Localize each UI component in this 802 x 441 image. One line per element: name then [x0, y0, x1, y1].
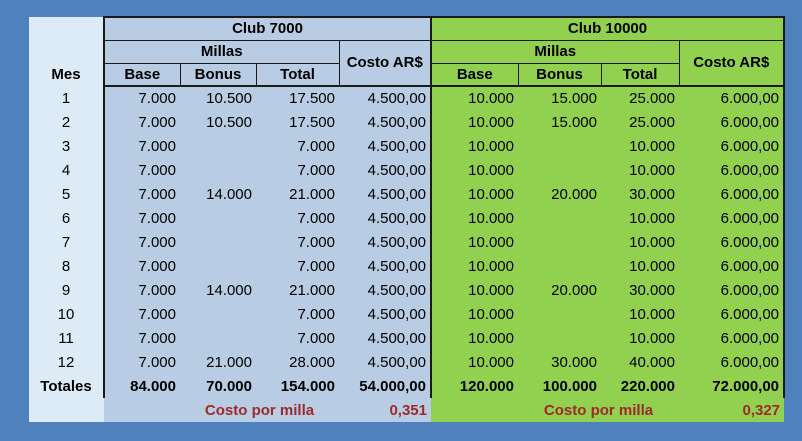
cell-c7-costo: 4.500,00: [339, 302, 431, 326]
cell-c10-base: 10.000: [431, 134, 518, 158]
cell-c10-bonus: 30.000: [518, 350, 601, 374]
cell-c7-total: 7.000: [256, 206, 339, 230]
cell-c7-total: 7.000: [256, 302, 339, 326]
cost-per-mile-club10000: 0,327: [679, 398, 784, 422]
cell-c7-base: 7.000: [104, 326, 180, 350]
cell-c7-total: 17.500: [256, 110, 339, 134]
total-c7-base: 84.000: [104, 374, 180, 398]
cell-c10-costo: 6.000,00: [679, 254, 784, 278]
cell-c7-costo: 4.500,00: [339, 350, 431, 374]
cell-c10-costo: 6.000,00: [679, 86, 784, 110]
cell-c10-total: 10.000: [601, 302, 679, 326]
cell-c7-base: 7.000: [104, 302, 180, 326]
total-c7-costo: 54.000,00: [339, 374, 431, 398]
cell-c10-base: 10.000: [431, 326, 518, 350]
cell-c7-total: 21.000: [256, 278, 339, 302]
header-base-club7000: Base: [104, 63, 180, 86]
table-row: [29, 206, 784, 230]
cell-c7-base: 7.000: [104, 206, 180, 230]
cell-c10-base: 10.000: [431, 110, 518, 134]
cell-c7-base: 7.000: [104, 254, 180, 278]
cell-mes: 3: [29, 134, 104, 158]
table-row: [29, 134, 784, 158]
miles-cost-spreadsheet: [29, 16, 784, 425]
header-club7000: Club 7000: [104, 17, 431, 40]
cell-c7-costo: 4.500,00: [339, 134, 431, 158]
total-c10-costo: 72.000,00: [679, 374, 784, 398]
cell-c10-costo: 6.000,00: [679, 326, 784, 350]
cell-c10-total: 10.000: [601, 134, 679, 158]
cell-c7-bonus: [180, 254, 256, 278]
header-club10000: Club 10000: [431, 17, 784, 40]
header-mes: Mes: [29, 63, 104, 86]
cell-c10-base: 10.000: [431, 230, 518, 254]
cell-c10-costo: 6.000,00: [679, 134, 784, 158]
cell-c7-base: 7.000: [104, 182, 180, 206]
header-blank: [29, 40, 104, 63]
cell-c7-bonus: 14.000: [180, 182, 256, 206]
cost-per-mile-label-club10000: Costo por milla: [518, 398, 679, 422]
total-c7-total: 154.000: [256, 374, 339, 398]
cell-c7-base: 7.000: [104, 86, 180, 110]
cell-c10-bonus: [518, 326, 601, 350]
header-costo-club10000: Costo AR$: [679, 40, 784, 86]
cell-c10-bonus: [518, 230, 601, 254]
cost-blank: [104, 398, 180, 422]
cell-c7-bonus: 14.000: [180, 278, 256, 302]
cell-c7-bonus: [180, 206, 256, 230]
cell-c10-costo: 6.000,00: [679, 230, 784, 254]
table-row: [29, 254, 784, 278]
table-row: [29, 182, 784, 206]
cell-c10-costo: 6.000,00: [679, 302, 784, 326]
cell-c7-bonus: 10.500: [180, 110, 256, 134]
cell-mes: 4: [29, 158, 104, 182]
cell-mes: 1: [29, 86, 104, 110]
cell-c7-bonus: [180, 158, 256, 182]
cell-c7-costo: 4.500,00: [339, 206, 431, 230]
cell-c7-costo: 4.500,00: [339, 278, 431, 302]
cell-c7-total: 7.000: [256, 134, 339, 158]
cell-c7-total: 7.000: [256, 326, 339, 350]
totals-row: [29, 374, 784, 398]
cell-c7-costo: 4.500,00: [339, 230, 431, 254]
cell-c10-bonus: [518, 254, 601, 278]
cell-c7-bonus: [180, 230, 256, 254]
header-millas-club7000: Millas: [104, 40, 339, 63]
cell-c10-total: 10.000: [601, 158, 679, 182]
header-bonus-club7000: Bonus: [180, 63, 256, 86]
cell-c10-total: 30.000: [601, 182, 679, 206]
cell-c10-bonus: 15.000: [518, 86, 601, 110]
header-costo-club7000: Costo AR$: [339, 40, 431, 86]
cell-c7-bonus: [180, 326, 256, 350]
table-row: [29, 278, 784, 302]
cost-per-mile-club7000: 0,351: [339, 398, 431, 422]
cell-c7-total: 28.000: [256, 350, 339, 374]
cell-mes: 12: [29, 350, 104, 374]
cell-c7-total: 21.000: [256, 182, 339, 206]
total-c10-total: 220.000: [601, 374, 679, 398]
cell-c10-costo: 6.000,00: [679, 110, 784, 134]
cell-c7-costo: 4.500,00: [339, 110, 431, 134]
cell-c10-base: 10.000: [431, 182, 518, 206]
cell-c7-base: 7.000: [104, 278, 180, 302]
cost-blank: [431, 398, 518, 422]
cell-c7-base: 7.000: [104, 134, 180, 158]
cell-mes: 9: [29, 278, 104, 302]
cell-c7-bonus: [180, 134, 256, 158]
cell-c10-costo: 6.000,00: [679, 350, 784, 374]
cell-c10-total: 30.000: [601, 278, 679, 302]
cell-c7-bonus: 10.500: [180, 86, 256, 110]
table-row: [29, 86, 784, 110]
cell-c7-costo: 4.500,00: [339, 158, 431, 182]
header-total-club7000: Total: [256, 63, 339, 86]
cell-c10-base: 10.000: [431, 302, 518, 326]
cell-c10-costo: 6.000,00: [679, 206, 784, 230]
cell-c10-bonus: [518, 302, 601, 326]
cell-c7-costo: 4.500,00: [339, 86, 431, 110]
cell-c7-total: 7.000: [256, 230, 339, 254]
cell-c7-base: 7.000: [104, 350, 180, 374]
cell-c7-costo: 4.500,00: [339, 182, 431, 206]
table-row: [29, 302, 784, 326]
cell-c10-total: 10.000: [601, 230, 679, 254]
header-total-club10000: Total: [601, 63, 679, 86]
total-c10-base: 120.000: [431, 374, 518, 398]
cell-c10-costo: 6.000,00: [679, 158, 784, 182]
cell-c10-base: 10.000: [431, 254, 518, 278]
cell-c7-bonus: 21.000: [180, 350, 256, 374]
cell-c10-bonus: [518, 134, 601, 158]
cell-c7-base: 7.000: [104, 230, 180, 254]
cell-mes: 11: [29, 326, 104, 350]
total-c10-bonus: 100.000: [518, 374, 601, 398]
cell-c10-costo: 6.000,00: [679, 182, 784, 206]
cell-c10-base: 10.000: [431, 278, 518, 302]
cell-c10-bonus: [518, 206, 601, 230]
table-row: [29, 326, 784, 350]
cell-c10-base: 10.000: [431, 206, 518, 230]
cell-c10-total: 10.000: [601, 206, 679, 230]
cell-c7-costo: 4.500,00: [339, 326, 431, 350]
cell-c10-bonus: 15.000: [518, 110, 601, 134]
monthly-rows: [29, 86, 784, 422]
cell-c10-costo: 6.000,00: [679, 278, 784, 302]
cell-mes: 7: [29, 230, 104, 254]
cell-c7-base: 7.000: [104, 110, 180, 134]
cell-c10-base: 10.000: [431, 86, 518, 110]
cell-c10-base: 10.000: [431, 350, 518, 374]
table-row: [29, 110, 784, 134]
total-c7-bonus: 70.000: [180, 374, 256, 398]
header-millas-club10000: Millas: [431, 40, 679, 63]
table-row: [29, 230, 784, 254]
cell-c10-total: 10.000: [601, 254, 679, 278]
cell-c10-bonus: [518, 158, 601, 182]
cell-c7-total: 17.500: [256, 86, 339, 110]
cell-c10-total: 25.000: [601, 110, 679, 134]
cell-mes: 10: [29, 302, 104, 326]
header-blank: [29, 17, 104, 40]
cell-mes: 8: [29, 254, 104, 278]
cell-c7-total: 7.000: [256, 254, 339, 278]
cell-mes: 6: [29, 206, 104, 230]
cell-c10-total: 25.000: [601, 86, 679, 110]
cost-per-mile-label-club7000: Costo por milla: [180, 398, 339, 422]
cost-per-mile-row: [29, 398, 784, 422]
cell-c7-total: 7.000: [256, 158, 339, 182]
cell-c10-total: 10.000: [601, 326, 679, 350]
cost-blank: [29, 398, 104, 422]
cell-c10-bonus: 20.000: [518, 182, 601, 206]
cell-mes: 5: [29, 182, 104, 206]
cell-c7-base: 7.000: [104, 158, 180, 182]
table-row: [29, 350, 784, 374]
header-base-club10000: Base: [431, 63, 518, 86]
table-row: [29, 158, 784, 182]
totals-label: Totales: [29, 374, 104, 398]
cell-c10-base: 10.000: [431, 158, 518, 182]
header-bonus-club10000: Bonus: [518, 63, 601, 86]
cell-c10-bonus: 20.000: [518, 278, 601, 302]
cell-c7-bonus: [180, 302, 256, 326]
cell-c7-costo: 4.500,00: [339, 254, 431, 278]
cell-c10-total: 40.000: [601, 350, 679, 374]
miles-table: [29, 16, 785, 422]
cell-mes: 2: [29, 110, 104, 134]
